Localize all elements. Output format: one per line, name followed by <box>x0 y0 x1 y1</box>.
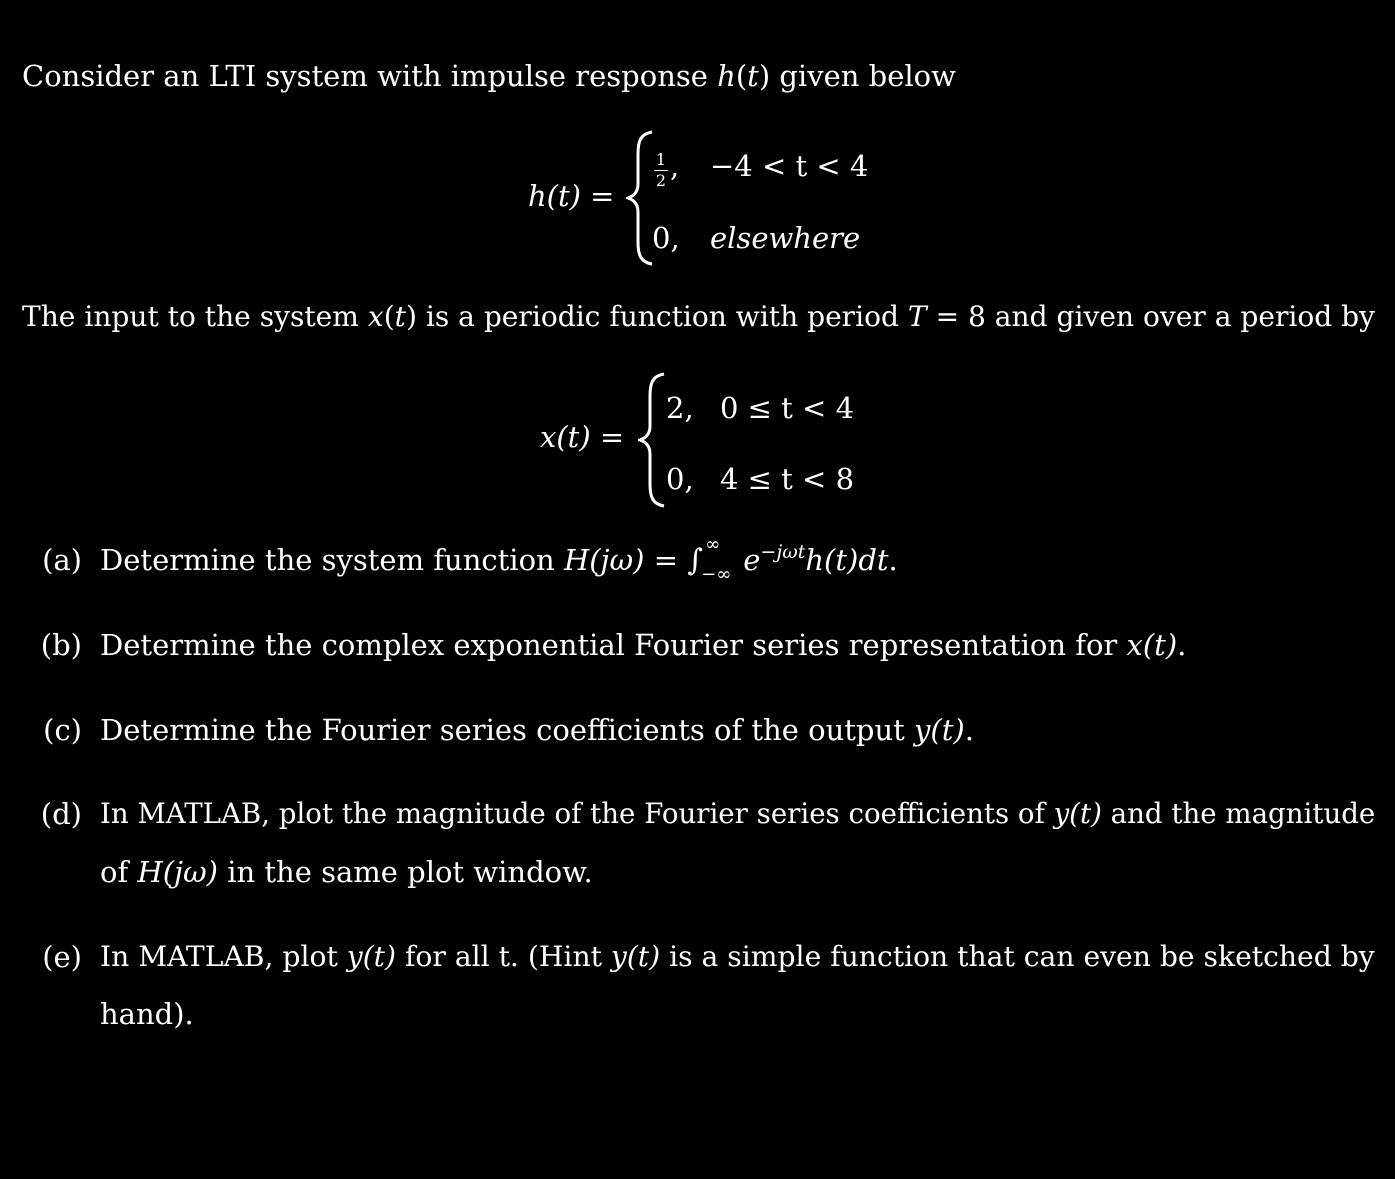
h-case1-comma: , <box>670 149 680 183</box>
input-before: The input to the system <box>22 300 368 333</box>
question-a-body: Determine the system function <box>100 543 564 577</box>
intro-var: t <box>747 59 759 93</box>
question-e-line1-math: y(t) <box>346 940 397 973</box>
x-case1-condition: 0 ≤ t < 4 <box>720 391 855 425</box>
h-case1-condition: −4 < t < 4 <box>710 149 869 183</box>
h-case1-num: 1 <box>655 150 667 169</box>
question-d-line1-math: y(t) <box>1053 797 1102 830</box>
question-c-label: (c) <box>43 713 82 747</box>
x-case2-condition: 4 ≤ t < 8 <box>720 462 855 496</box>
question-e-label: (e) <box>42 940 82 974</box>
intro-func: h <box>717 59 736 93</box>
question-d-line2-a: of <box>100 855 138 889</box>
intro-text: Consider an LTI system with impulse response h(t) given below <box>22 59 956 93</box>
x-lhs: x(t) = <box>540 420 625 454</box>
question-d-line1-b: and the magnitude <box>1101 797 1376 830</box>
integrand-base: e <box>743 543 761 577</box>
x-case1-value: 2, <box>666 391 694 425</box>
input-eq: = 8 and given over a period by <box>926 300 1375 333</box>
question-e-line1-b: for all t. (Hint <box>396 940 611 973</box>
question-c-text <box>100 713 974 747</box>
intro-after: given below <box>770 59 956 93</box>
h-case2-condition: elsewhere <box>710 221 861 255</box>
integral-lower: −∞ <box>701 564 732 585</box>
question-b-end: . <box>1177 628 1187 662</box>
x-case2-value: 0, <box>666 462 694 496</box>
question-c-end: . <box>964 713 974 747</box>
question-e-line1 <box>100 940 1375 973</box>
question-d-line1 <box>100 797 1376 830</box>
question-b-body: Determine the complex exponential Fourier series representation for <box>100 628 1127 662</box>
input-mid: is a periodic function with period <box>416 300 908 333</box>
question-e-line1-c: is a simple function that can even be sketched by <box>660 940 1375 973</box>
question-a-label: (a) <box>42 543 82 577</box>
input-func: x <box>367 300 384 333</box>
integral-upper: ∞ <box>705 534 721 555</box>
h-case1-den: 2 <box>655 171 667 190</box>
question-b-math: x(t) <box>1126 628 1178 662</box>
question-a-math: H(jω) = <box>563 543 688 577</box>
h-case2-value: 0, <box>652 221 680 255</box>
h-case1-fraction <box>654 152 668 189</box>
question-b-text <box>100 628 1187 662</box>
input-T: T <box>907 300 927 333</box>
question-a-text: Determine the system function H(jω) = ∫ ∞ −∞ $e^{-j\omega t}h(t)dt$. <box>100 534 898 585</box>
question-b-label: (b) <box>40 628 82 662</box>
question-d-label: (d) <box>40 797 82 831</box>
question-d-line2 <box>100 855 593 889</box>
question-a-end: . <box>888 543 898 577</box>
intro-before: Consider an LTI system with impulse response <box>22 59 718 93</box>
integrand-exp: −jωt <box>760 541 806 563</box>
question-e-line2: hand). <box>100 997 194 1031</box>
question-e-line1-a: In MATLAB, plot <box>100 940 347 973</box>
input-text: The input to the system x(t) is a periodic function with period T = 8 and given over a period by <box>22 300 1375 333</box>
question-d-line2-b: in the same plot window. <box>217 855 593 889</box>
question-c-math: y(t) <box>914 713 965 747</box>
integrand-rest: h(t)dt <box>805 543 889 577</box>
question-c-body: Determine the Fourier series coefficients of the output <box>100 713 915 747</box>
h-lhs: h(t) = <box>528 179 615 213</box>
question-d-line2-math: H(jω) <box>137 855 218 889</box>
question-d-line1-a: In MATLAB, plot the magnitude of the Fourier series coefficients of <box>100 797 1054 830</box>
question-e-line1-math2: y(t) <box>610 940 661 973</box>
